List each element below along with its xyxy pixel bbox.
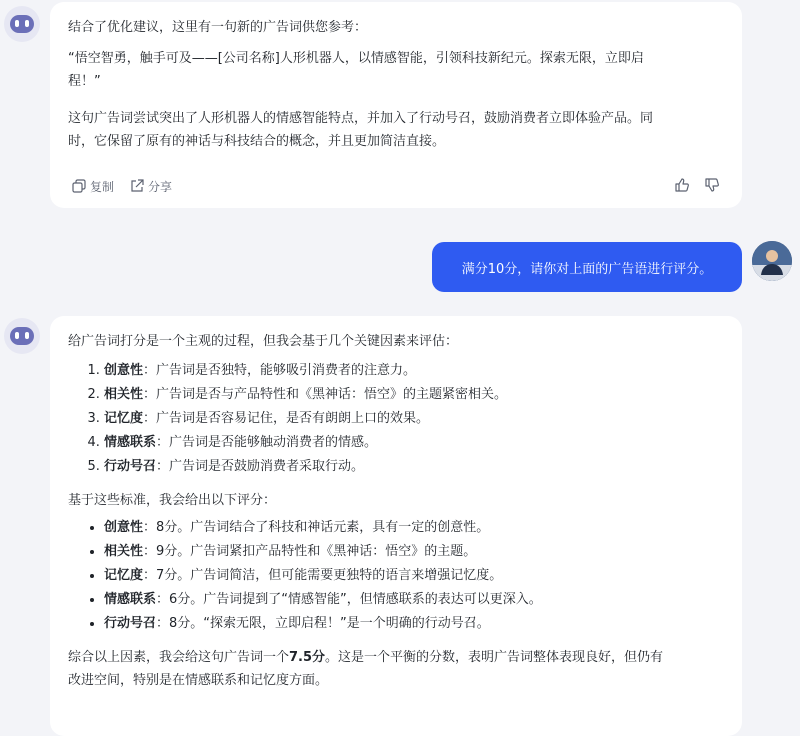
list-item: 2. 相关性：广告词是否与产品特性和《黑神话：悟空》的主题紧密相关。 bbox=[104, 383, 724, 407]
criteria-list bbox=[68, 359, 724, 479]
assistant-message-2 bbox=[50, 316, 742, 736]
assistant-avatar bbox=[4, 6, 40, 42]
message-text: 给广告词打分是一个主观的过程，但我会基于几个关键因素来评估： bbox=[68, 334, 459, 349]
list-item: • 记忆度：7分。广告词简洁，但可能需要更独特的语言来增强记忆度。 bbox=[104, 564, 724, 588]
quoted-slogan-cont: 程！” bbox=[68, 74, 101, 89]
share-label: 分享 bbox=[148, 179, 173, 194]
assistant-message-1 bbox=[50, 2, 742, 208]
user-avatar bbox=[752, 241, 792, 281]
scores-list bbox=[68, 516, 724, 636]
copy-button[interactable] bbox=[72, 178, 114, 195]
list-item: 1. 创意性：广告词是否独特，能够吸引消费者的注意力。 bbox=[104, 359, 724, 383]
assistant-avatar bbox=[4, 318, 40, 354]
message-actions bbox=[72, 174, 720, 198]
user-photo-icon bbox=[752, 241, 792, 281]
thumbs-down-button[interactable] bbox=[704, 177, 720, 196]
copy-icon bbox=[72, 179, 86, 193]
bot-face-icon bbox=[9, 13, 35, 35]
quoted-slogan: “悟空智勇，触手可及——[公司名称]人形机器人，以情感智能，引领科技新纪元。探索无限，立即启 bbox=[68, 51, 644, 66]
user-message: 满分10分，请你对上面的广告语进行评分。 bbox=[432, 242, 742, 292]
list-item: 3. 记忆度：广告词是否容易记住，是否有朗朗上口的效果。 bbox=[104, 407, 724, 431]
message-text: 时，它保留了原有的神话与科技结合的概念，并且更加简洁直接。 bbox=[68, 134, 446, 149]
overall-score: 7.5分 bbox=[289, 650, 326, 665]
list-item: 4. 情感联系：广告词是否能够触动消费者的情感。 bbox=[104, 431, 724, 455]
message-text: 基于这些标准，我会给出以下评分： bbox=[68, 493, 277, 508]
list-item: • 情感联系：6分。广告词提到了“情感智能”，但情感联系的表达可以更深入。 bbox=[104, 588, 724, 612]
summary-text: 综合以上因素，我会给这句广告词一个7.5分。这是一个平衡的分数，表明广告词整体表现良好，但仍有 bbox=[68, 650, 664, 665]
share-button[interactable] bbox=[130, 178, 172, 195]
list-item: • 创意性：8分。广告词结合了科技和神话元素，具有一定的创意性。 bbox=[104, 516, 724, 540]
share-icon bbox=[130, 179, 144, 193]
thumbs-up-button[interactable] bbox=[674, 177, 690, 196]
copy-label: 复制 bbox=[90, 179, 115, 194]
summary-text-cont: 改进空间，特别是在情感联系和记忆度方面。 bbox=[68, 673, 329, 688]
message-text: 这句广告词尝试突出了人形机器人的情感智能特点，并加入了行动号召，鼓励消费者立即体验产品。同 bbox=[68, 111, 654, 126]
message-text: 结合了优化建议，这里有一句新的广告词供您参考： bbox=[68, 20, 368, 35]
thumbs-up-icon bbox=[674, 177, 690, 193]
bot-face-icon bbox=[9, 325, 35, 347]
thumbs-down-icon bbox=[704, 177, 720, 193]
list-item: • 相关性：9分。广告词紧扣产品特性和《黑神话：悟空》的主题。 bbox=[104, 540, 724, 564]
list-item: • 行动号召：8分。“探索无限，立即启程！”是一个明确的行动号召。 bbox=[104, 612, 724, 636]
list-item: 5. 行动号召：广告词是否鼓励消费者采取行动。 bbox=[104, 455, 724, 479]
